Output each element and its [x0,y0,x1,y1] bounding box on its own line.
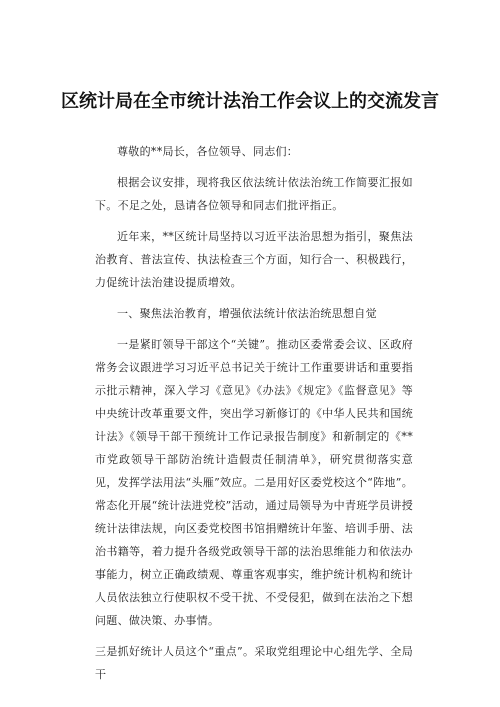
document-title: 区统计局在全市统计法治工作会议上的交流发言 [61,91,439,112]
document-body [95,140,413,694]
section-paragraph: 一是紧盯领导干部这个“关键”。推动区委常委会议、区政府常务会议跟进学习习近平总书记关于统计工作重要讲话和重要指示批示精神，深入学习《意见》《办法》《规定》《监督意见》等中央统计改革重要文件，突出学习新修订的《中华人民共和国统计法》《领导干部干预统计工作记录报告制度》和新制定的《**市党政领导干部防治统计造假责任制清单》，研究贯彻落实意见，发挥学法用法“头雁”效应。二是用好区委党校这个“阵地”。常态化开展“统计法进党校”活动，通过局领导为中青班学员讲授统计法律法规，向区委党校图书馆捐赠统计年鉴、培训手册、法治书籍等，着力提升各级党政领导干部的法治思维能力和依法办事能力，树立正确政绩观、尊重客观事实，维护统计机构和统计人员依法独立行使职权不受干扰、不受侵犯，做到在法治之下想问题、做决策、办事情。 [95,338,413,627]
intro-paragraph: 根据会议安排，现将我区依法统计依法治统工作简要汇报如下。不足之处，恳请各位领导和同志们批评指正。 [95,176,413,212]
continuation-paragraph: 三是抓好统计人员这个“重点”。采取党组理论中心组先学、全局干 [95,645,413,681]
section-heading: 一、聚焦法治教育，增强依法统计依法治统思想自觉 [117,307,377,320]
summary-paragraph: 近年来，**区统计局坚持以习近平法治思想为指引，聚焦法治教育、普法宣传、执法检查三个方面，知行合一、积极践行，力促统计法治建设提质增效。 [95,230,413,289]
salutation-paragraph: 尊敬的**局长，各位领导、同志们： [117,145,299,158]
